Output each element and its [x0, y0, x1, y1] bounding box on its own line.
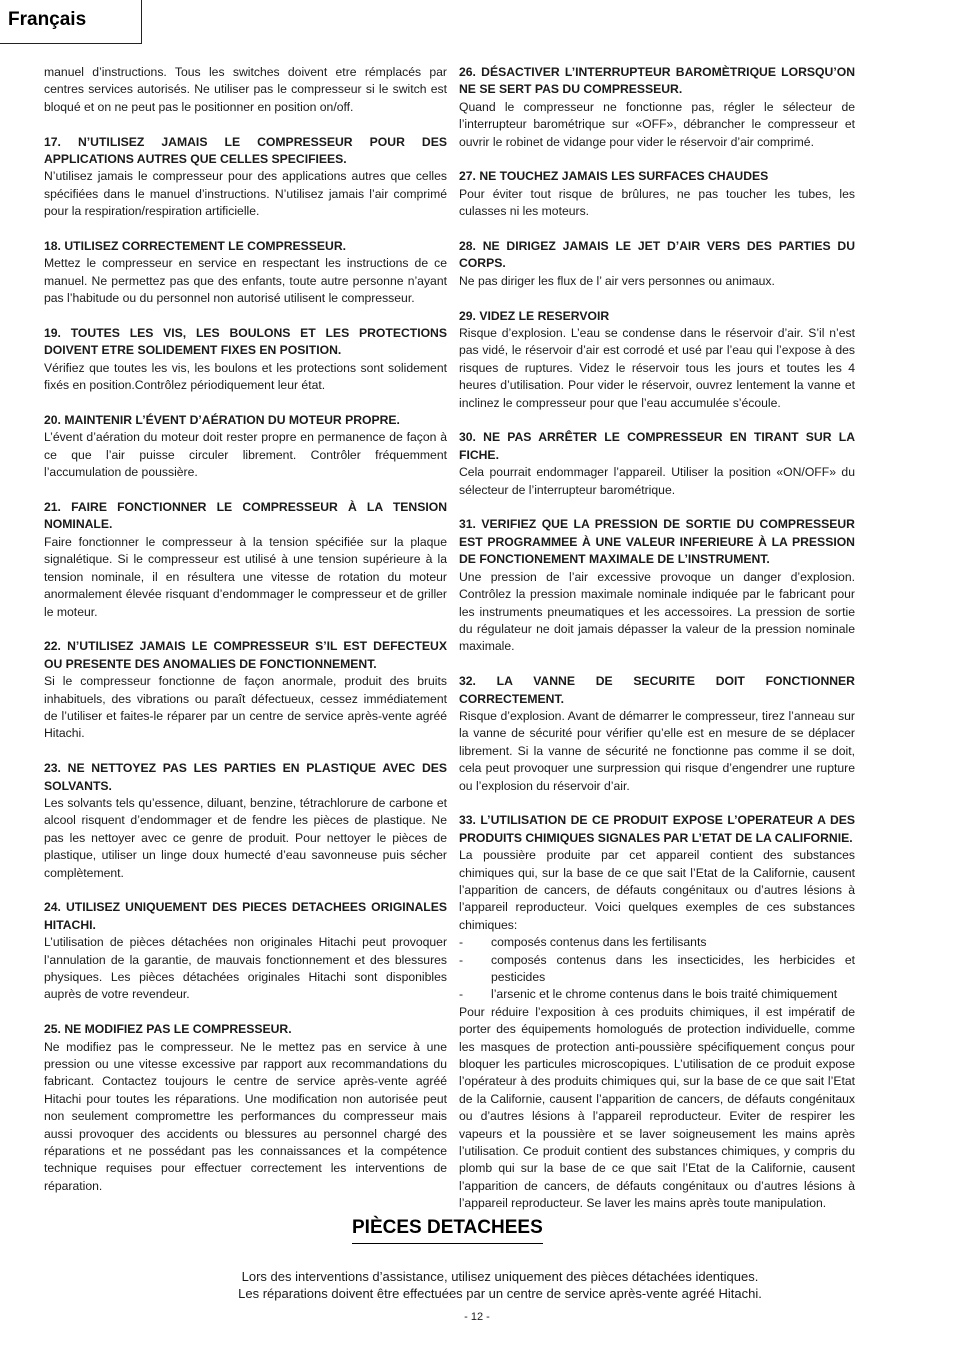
section-26	[459, 64, 855, 151]
left-column	[44, 64, 447, 1213]
list-item-text: composés contenus dans les insecticides, les herbicides et pesticides	[491, 952, 855, 985]
section-body: Pour éviter tout risque de brûlures, ne pas toucher les tubes, les culasses ni les moteurs.	[459, 186, 855, 219]
bullet-dash: -	[459, 987, 464, 1002]
list-item	[459, 952, 855, 987]
section-31	[459, 516, 855, 655]
section-title: 18. UTILISEZ CORRECTEMENT LE COMPRESSEUR.	[44, 239, 347, 254]
section-29	[459, 308, 855, 412]
section-title: 23. NE NETTOYEZ PAS LES PARTIES EN PLASTIQUE AVEC DES SOLVANTS.	[44, 761, 447, 793]
section-30	[459, 429, 855, 499]
section-21	[44, 499, 447, 621]
section-body: Risque d’explosion. Avant de démarrer le compresseur, tirez l’anneau sur la vanne de sécurité pour vérifier qu’elle est en mesure de se déplacer librement. Si la vanne de sécurité ne fonctionne pas comme il se doit, cela peut provoquer une surpression qui risque d’engendrer une rupture ou l’explosion du réservoir d’air.	[459, 708, 855, 793]
section-body: Si le compresseur fonctionne de façon anormale, produit des bruits inhabituels, des vibrations ou paraît défectueux, cessez immédiatement de l’utiliser et faites-le réparer par un centre de service après-vente agréé Hitachi.	[44, 674, 447, 741]
section-title: 24. UTILISEZ UNIQUEMENT DES PIECES DETACHEES ORIGINALES HITACHI.	[44, 900, 447, 932]
section-outro: Pour réduire l’exposition à ces produits chimiques, il est impératif de porter des équipements homologués de protection individuelle, comme les masques de protection anti-poussière spécifiquement conçus pour bloquer les particules microscopiques. L’utilisation de ce produit expose l’opérateur à des produits chimiques qui, sur la base de ce que sait l’Etat de la Californie, causent l’apparition de cancers, de défauts congénitaux ou d’autres lésions à l’appareil reproducteur. Eviter de respirer les vapeurs et la poussière et se laver soigneusement les mains après l’utilisation. Ce produit contient des substances chimiques, y compris du plomb qui sur la base de ce que sait l’Etat de la Californie, causent l’apparition de cancers, de défauts congénitaux ou d’autres lésions à l’appareil reproducteur. Se laver les mains après toute manipulation.	[459, 1004, 855, 1211]
section-17	[44, 134, 447, 221]
section-body: L’évent d’aération du moteur doit rester propre en permanence de façon à ce que l’air puisse circuler librement. Contrôler fréquemment l’accumulation de poussière.	[44, 430, 447, 480]
section-title: 20. MAINTENIR L’ÉVENT D’AÉRATION DU MOTEUR PROPRE.	[44, 413, 400, 428]
section-body: Cela pourrait endommager l’appareil. Utiliser la position «ON/OFF» du sélecteur de l’interrupteur barométrique.	[459, 465, 855, 497]
bullet-dash: -	[459, 952, 464, 967]
section-body: Ne modifiez pas le compresseur. Ne le mettez pas en service à une pression ou une vitesse excessive par rapport aux recommandations du fabricant. Contactez toujours le centre de service après-vente agréé Hitachi pour toutes les réparations. Une modification non autorisée peut non seulement compromettre les performances du compresseur mais aussi provoquer des accidents ou blessures au personnel chargé des réparations et ne possédant pas les connaissances et la compétence technique requises pour effectuer correctement les interventions de réparation.	[44, 1039, 447, 1193]
section-body: L’utilisation de pièces détachées non originales Hitachi peut provoquer l’annulation de la garantie, de mauvais fonctionnement et des blessures physiques. Les pièces détachées originales Hitachi sont disponibles auprès de votre revendeur.	[44, 935, 447, 1002]
section-27	[459, 168, 855, 220]
language-label: Français	[8, 9, 87, 30]
section-body: Faire fonctionner le compresseur à la tension spécifiée sur la plaque signalétique. Si le compresseur est utilisé à une tension supérieure à la tension nominale, il en résultera une vitesse de rotation du moteur anormalement élevée risquant d’endommager le compresseur et de griller le moteur.	[44, 534, 447, 619]
list-item	[459, 934, 855, 951]
section-title: 26. DÉSACTIVER L’INTERRUPTEUR BAROMÈTRIQUE LORSQU’ON NE SE SERT PAS DU COMPRESSEUR.	[459, 65, 855, 97]
bullet-dash: -	[459, 935, 464, 950]
right-column	[459, 64, 855, 1230]
section-title: 25. NE MODIFIEZ PAS LE COMPRESSEUR.	[44, 1022, 292, 1037]
section-19	[44, 325, 447, 395]
section-title: 27. NE TOUCHEZ JAMAIS LES SURFACES CHAUDES	[459, 169, 769, 184]
section-title: 21. FAIRE FONCTIONNER LE COMPRESSEUR À LA TENSION NOMINALE.	[44, 500, 447, 532]
pieces-line-2: Les réparations doivent être effectuées par un centre de service après-vente agréé Hitachi.	[238, 1286, 762, 1301]
section-23	[44, 760, 447, 882]
section-33	[459, 812, 855, 1212]
section-body: Les solvants tels qu’essence, diluant, benzine, tétrachlorure de carbone et alcool risquent d’endommager et de fendre les pièces de plastique. Ne pas les nettoyer avec ce genre de produit. Pour nettoyer le pièces de plastique, utiliser un linge doux humecté d’eau savonneuse puis sécher complètement.	[44, 795, 447, 880]
list-item	[459, 986, 855, 1003]
section-32	[459, 673, 855, 795]
section-body: Quand le compresseur ne fonctionne pas, régler le sélecteur de l’interrupteur barométrique sur «OFF», débrancher le compresseur et ouvrir le robinet de vidange pour vider le réservoir d’air comprimé.	[459, 99, 855, 149]
section-title: 29. VIDEZ LE RESERVOIR	[459, 308, 610, 323]
section-body: Une pression de l’air excessive provoque un danger d’explosion. Contrôlez la pression maximale nominale indiquée par le fabricant pour les instruments pneumatiques et les accessoires. La pression de sortie du régulateur ne doit jamais dépasser la valeur de la pression nominale maximale.	[459, 569, 855, 654]
section-24	[44, 899, 447, 1003]
section-28	[459, 238, 855, 290]
list-item-text: composés contenus dans les fertilisants	[491, 935, 707, 950]
section-body: N’utilisez jamais le compresseur pour des applications autres que celles spécifiées dans le manuel d’instructions. N’utilisez jamais l’air comprimé pour la respiration/respiration artificielle.	[44, 169, 447, 219]
intro-continuation	[44, 64, 447, 116]
section-body: Ne pas diriger les flux de l’ air vers personnes ou animaux.	[459, 273, 775, 288]
section-title: 19. TOUTES LES VIS, LES BOULONS ET LES PROTECTIONS DOIVENT ETRE SOLIDEMENT FIXES EN POSITION.	[44, 326, 447, 358]
section-body: manuel d’instructions. Tous les switches doivent etre rémplacés par centres services autorisés. Ne utiliser pas le compresseur si le switch est bloqué et on ne peut pas le positionner en position on/off.	[44, 65, 447, 114]
section-body: Vérifiez que toutes les vis, les boulons et les protections sont solidement fixés en position.Contrôlez périodiquement leur état.	[44, 360, 447, 393]
section-18	[44, 238, 447, 308]
list-item-text: l’arsenic et le chrome contenus dans le bois traité chimiquement	[491, 987, 838, 1002]
section-25	[44, 1021, 447, 1195]
section-22	[44, 638, 447, 742]
language-tab	[0, 0, 142, 44]
section-title: 33. L’UTILISATION DE CE PRODUIT EXPOSE L’OPERATEUR A DES PRODUITS CHIMIQUES SIGNALES PAR L’ETAT DE LA CALIFORNIE.	[459, 813, 855, 845]
section-intro: La poussière produite par cet appareil contient des substances chimiques qui, sur la base de ce que sait l’Etat de la Californie, causent l’apparition de cancers, de défauts congénitaux ou d’autres lésions à l’appareil reproducteur. Voici quelques exemples de ces substances chimiques:	[459, 848, 855, 932]
section-body: Mettez le compresseur en service en respectant les instructions de ce manuel. Ne permettez pas que des enfants, toute autre personne n’ayant pas l’habitude ou du personnel non autorisé utilisent le compresseur.	[44, 256, 447, 306]
page-number: - 12 -	[464, 1311, 490, 1323]
section-body: Risque d’explosion. L’eau se condense dans le réservoir d’air. S’il n’est pas vidé, le réservoir d’air est corrodé et usé par l’eau qui l’expose à des risques de ruptures. Videz le réservoir tous les jours et toutes les 4 heures d’utilisation. Pour vider le réservoir, ouvrez lentement la vanne et inclinez le compresseur pour que l’eau accumulée s’écoule.	[459, 326, 855, 410]
pieces-title: PIÈCES DETACHEES	[352, 1217, 543, 1244]
section-title: 30. NE PAS ARRÊTER LE COMPRESSEUR EN TIRANT SUR LA FICHE.	[459, 430, 855, 462]
section-title: 31. VERIFIEZ QUE LA PRESSION DE SORTIE DU COMPRESSEUR EST PROGRAMMEE À UNE VALEUR INFERIEURE À LA PRESSION DE FONCTIONEMENT MAXIMALE DE L’INSTRUMENT.	[459, 517, 855, 567]
section-title: 22. N’UTILISEZ JAMAIS LE COMPRESSEUR S’IL EST DEFECTEUX OU PRESENTE DES ANOMALIES DE FONCTIONNEMENT.	[44, 639, 447, 671]
section-title: 17. N’UTILISEZ JAMAIS LE COMPRESSEUR POUR DES APPLICATIONS AUTRES QUE CELLES SPECIFIEES.	[44, 134, 447, 167]
section-title: 28. NE DIRIGEZ JAMAIS LE JET D’AIR VERS DES PARTIES DU CORPS.	[459, 239, 855, 271]
section-title: 32. LA VANNE DE SECURITE DOIT FONCTIONNER CORRECTEMENT.	[459, 674, 855, 706]
pieces-line-1: Lors des interventions d’assistance, utilisez uniquement des pièces détachées identiques.	[241, 1269, 759, 1284]
section-20	[44, 412, 447, 482]
